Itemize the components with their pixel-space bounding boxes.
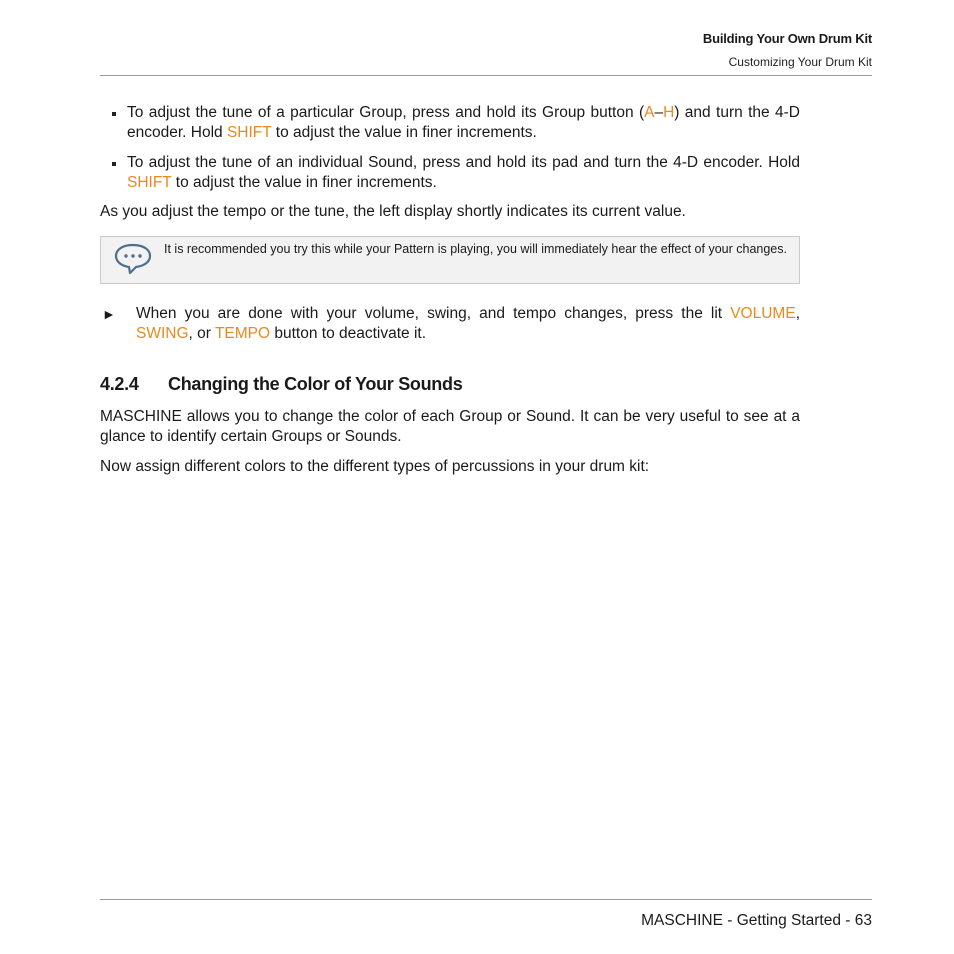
bullet-marker [112,162,116,166]
header-title: Building Your Own Drum Kit [702,31,872,46]
bullet-marker [112,112,116,116]
button-ref-shift: SHIFT [226,124,272,141]
button-ref-shift: SHIFT [127,174,172,191]
paragraph-assign: Now assign different colors to the different types of percussions in your drum kit: [100,458,650,475]
button-ref-h: H [663,104,675,121]
section-number: 4.2.4 [100,374,139,394]
step-arrow-icon: ► [102,306,116,322]
paragraph-tempo: As you adjust the tempo or the tune, the left display shortly indicates its current value. [100,203,686,220]
section-title: Changing the Color of Your Sounds [168,374,463,394]
header-subtitle: Customizing Your Drum Kit [728,55,872,69]
step-text: When you are done with your volume, swing, and tempo changes, press the lit VOLUME, SWING, or TEMPO button to deactivate it. [136,305,800,342]
bullet-item [100,103,800,143]
button-ref-tempo: TEMPO [214,325,271,342]
paragraph-intro: MASCHINE allows you to change the color of each Group or Sound. It can be very useful to see at a glance to identify certain Groups or Sounds. [100,408,800,445]
button-ref-volume: VOLUME [730,305,796,322]
section-heading [100,374,462,395]
instruction-step [100,304,800,344]
header-rule [100,75,872,76]
footer-rule [100,899,872,900]
bullet-item [100,153,800,193]
button-ref-a: A [644,104,655,121]
bullet-text: To adjust the tune of an individual Sound, press and hold its pad and turn the 4-D encoder. Hold SHIFT to adjust the value in finer increments. [127,154,800,191]
button-ref-swing: SWING [136,325,189,342]
bullet-text: To adjust the tune of a particular Group, press and hold its Group button (A–H) and turn the 4-D encoder. Hold SHIFT to adjust the value in finer increments. [127,104,800,141]
speech-bubble-icon [113,242,153,276]
tip-note [100,236,800,284]
tip-text: It is recommended you try this while your Pattern is playing, you will immediately hear the effect of your changes. [164,242,787,256]
page-footer: MASCHINE - Getting Started - 63 [641,912,872,929]
